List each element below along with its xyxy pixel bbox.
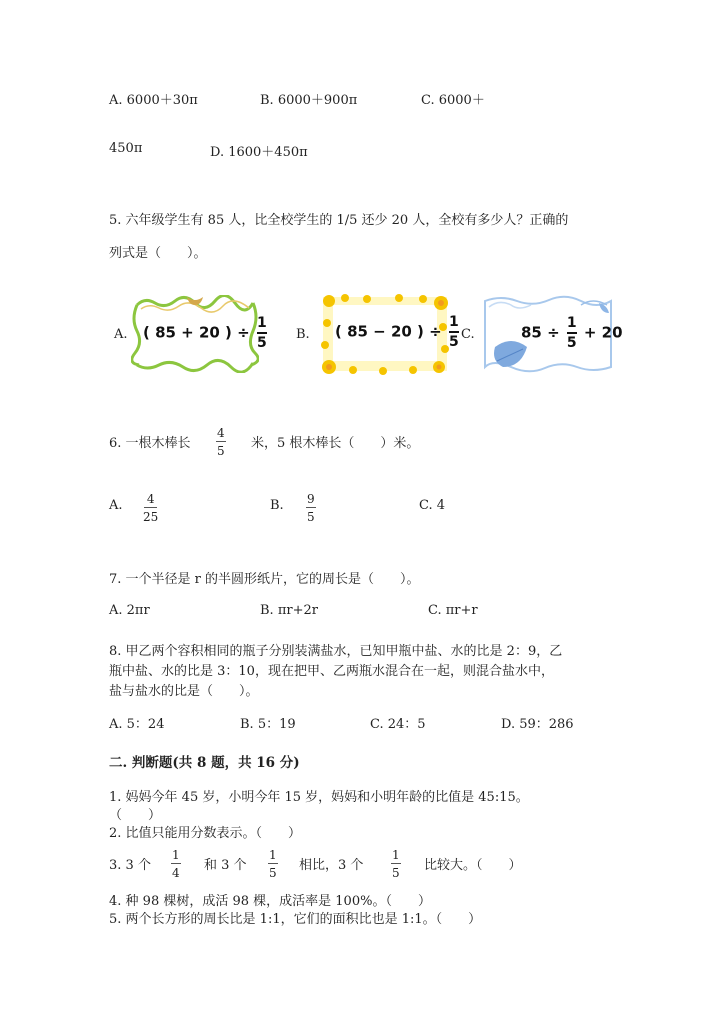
q6-stem-b: 米，5 根木棒长（ ）米。: [251, 436, 420, 451]
tf-q1-line2: （ ）: [109, 808, 162, 823]
tf-q1-line1: 1. 妈妈今年 45 岁，小明今年 15 岁，妈妈和小明年龄的比值是 45:15。: [109, 790, 529, 805]
q6-option-a-den: 25: [143, 510, 159, 524]
q8-stem-line3: 盐与盐水的比是（ ）。: [109, 684, 259, 699]
q5-option-b-card: [319, 293, 459, 371]
q4-option-a: A. 6000＋30π: [109, 93, 198, 108]
q5-option-b-label: B.: [296, 327, 310, 342]
q6-option-b-fraction: [305, 493, 317, 523]
q5-option-c-expr-left: 85 ÷: [521, 323, 560, 342]
q4-option-d: D. 1600＋450π: [210, 145, 308, 160]
q5-option-c-num: 1: [566, 315, 577, 331]
q6-length-den: 5: [217, 444, 225, 458]
tf-q3-part-c: 相比，3 个: [299, 858, 364, 873]
q6-option-a-fraction: [143, 493, 158, 523]
tf-q4: 4. 种 98 棵树，成活 98 棵，成活率是 100%。（ ）: [109, 894, 431, 909]
tf-q3-part-b: 和 3 个: [204, 858, 247, 873]
tf-q3-num1: 1: [172, 848, 180, 862]
q5-option-a-num: 1: [256, 315, 267, 331]
q6-option-a-label: A.: [109, 498, 123, 513]
tf-q3-num2: 1: [269, 848, 277, 862]
q5-option-b-num: 1: [448, 314, 459, 330]
q6-option-b-label: B.: [270, 498, 284, 513]
tf-q3-fraction-1: [170, 849, 182, 879]
q5-option-a-den: 5: [256, 335, 267, 351]
q5-option-a-card: [131, 295, 267, 373]
q4-option-c: C. 6000＋: [421, 93, 485, 108]
tf-q2: 2. 比值只能用分数表示。（ ）: [109, 826, 302, 841]
q6-length-num: 4: [217, 426, 225, 440]
q6-stem-a: 6. 一根木棒长: [109, 436, 191, 451]
q4-option-c-continued: 450π: [109, 141, 143, 156]
tf-q3-num3: 1: [392, 848, 400, 862]
q5-option-a-expr-left: ( 85 + 20 ) ÷: [143, 323, 250, 342]
tf-q3-den1: 4: [172, 866, 180, 880]
q8-option-d: D. 59：286: [501, 717, 574, 732]
q8-option-a: A. 5：24: [109, 717, 165, 732]
tf-q3-fraction-3: [390, 849, 402, 879]
section-title: 二. 判断题(共 8 题，共 16 分): [109, 755, 300, 771]
q7-stem: 7. 一个半径是 r 的半圆形纸片，它的周长是（ ）。: [109, 572, 420, 587]
q5-option-c-den: 5: [566, 335, 577, 351]
q8-option-b: B. 5：19: [240, 717, 296, 732]
q5-option-c-expr-right: + 20: [583, 323, 623, 342]
q6-option-b-den: 5: [307, 510, 315, 524]
q6-option-a-num: 4: [146, 492, 155, 506]
q7-option-a: A. 2πr: [109, 603, 150, 618]
tf-q3-part-a: 3. 3 个: [109, 858, 151, 873]
q5-stem-line2: 列式是（ ）。: [109, 246, 207, 261]
q5-option-b-den: 5: [448, 334, 459, 350]
q5-option-c-label: C.: [461, 327, 475, 342]
q8-stem-line2: 瓶中盐、水的比是 3：10，现在把甲、乙两瓶水混合在一起，则混合盐水中，: [109, 664, 554, 679]
q5-option-a-label: A.: [114, 327, 128, 342]
tf-q3-part-d: 比较大。（ ）: [424, 858, 522, 873]
q5-stem-line1: 5. 六年级学生有 85 人，比全校学生的 1/5 还少 20 人，全校有多少人？正确的: [109, 213, 569, 228]
q7-option-b: B. πr+2r: [260, 603, 318, 618]
q8-stem-line1: 8. 甲乙两个容积相同的瓶子分别装满盐水，已知甲瓶中盐、水的比是 2：9，乙: [109, 644, 563, 659]
q7-option-c: C. πr+r: [428, 603, 478, 618]
q4-option-b: B. 6000＋900π: [260, 93, 358, 108]
q5-option-c-card: [481, 295, 623, 373]
q8-option-c: C. 24：5: [370, 717, 426, 732]
tf-q5: 5. 两个长方形的周长比是 1:1，它们的面积比也是 1:1。（ ）: [109, 912, 482, 927]
tf-q3-fraction-2: [267, 849, 279, 879]
q6-option-b-num: 9: [307, 492, 315, 506]
q6-length-fraction: [215, 427, 227, 457]
q5-option-b-expr-left: ( 85 − 20 ) ÷: [335, 322, 442, 341]
q6-option-c: C. 4: [419, 498, 446, 513]
tf-q3-den2: 5: [269, 866, 277, 880]
tf-q3-den3: 5: [392, 866, 400, 880]
